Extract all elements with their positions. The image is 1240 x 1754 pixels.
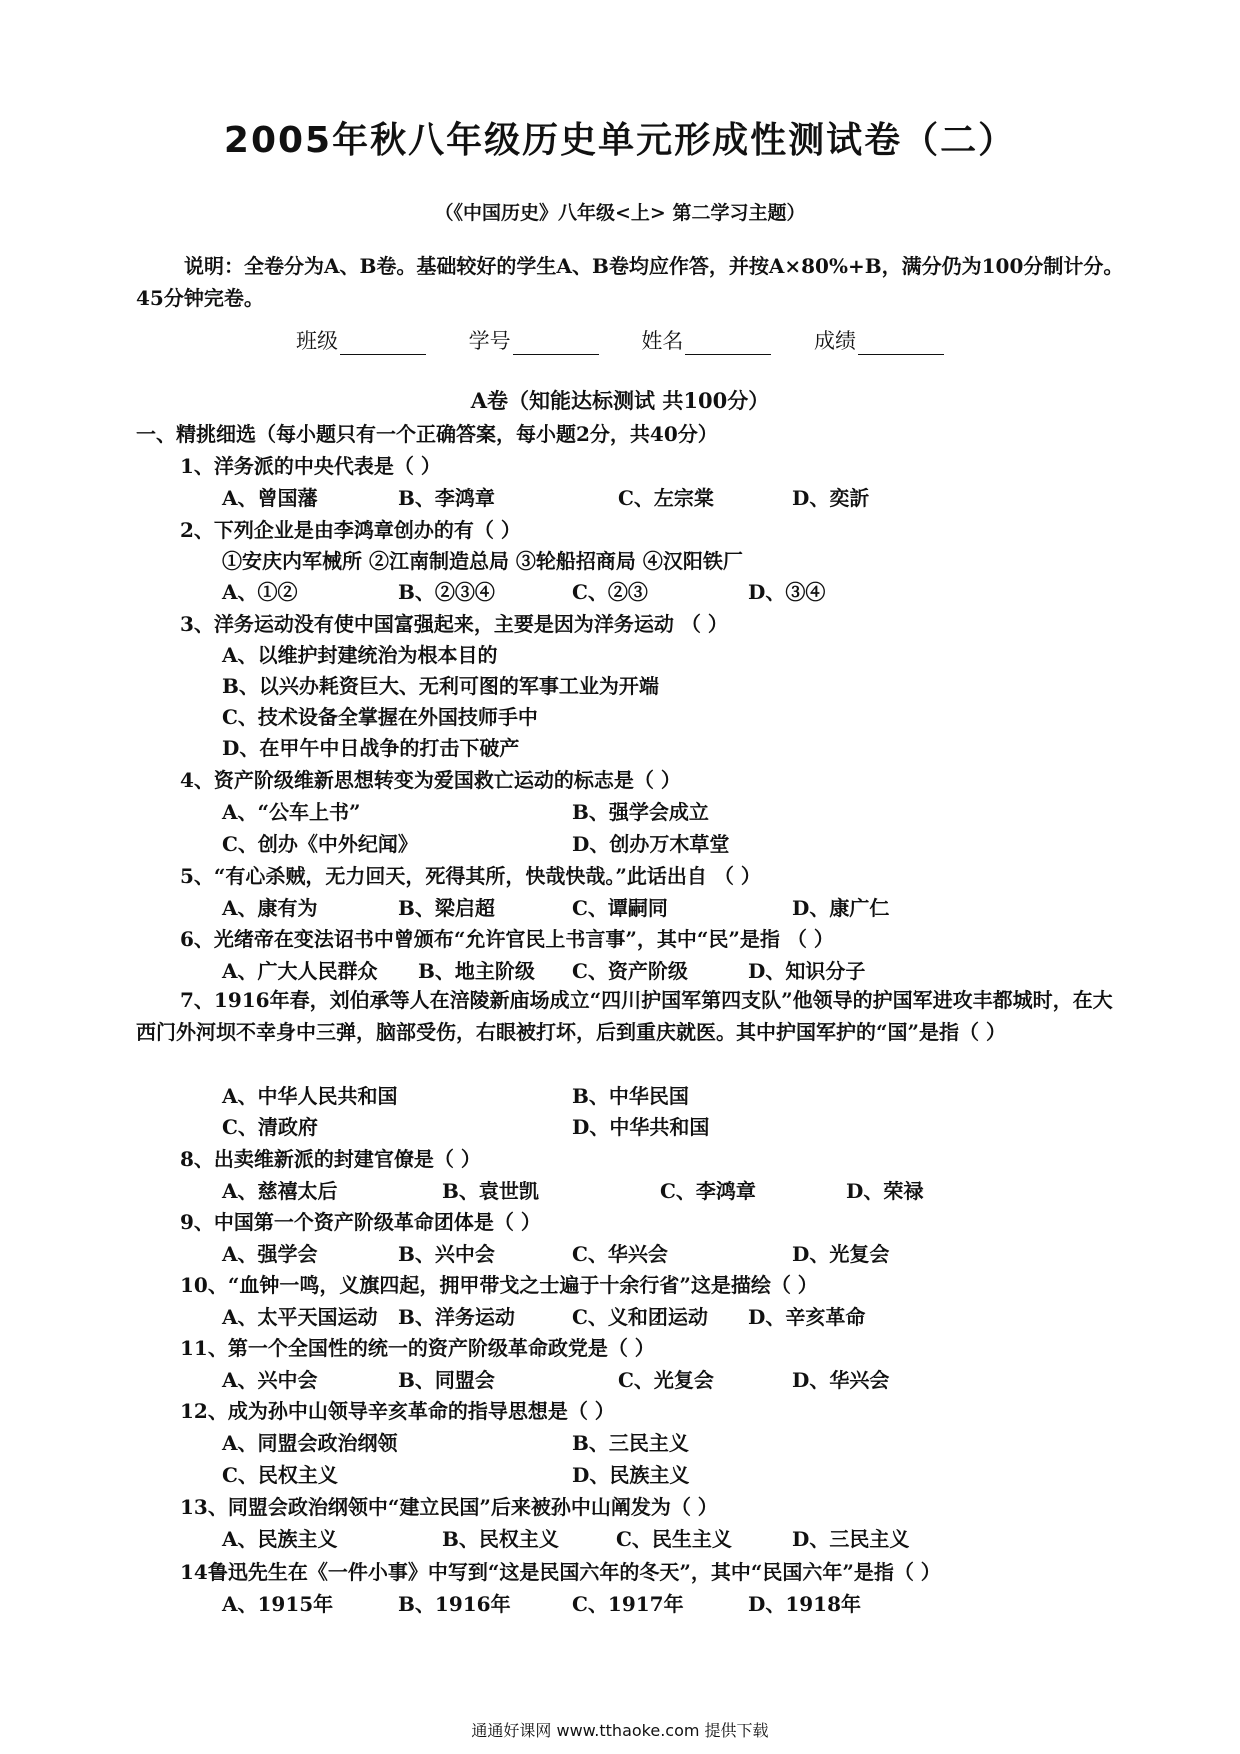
question-stem: 3、洋务运动没有使中国富强起来，主要是因为洋务运动 （ ） [180,612,728,636]
question-option: C、左宗棠 [618,486,714,510]
question-option: D、1918年 [748,1592,862,1616]
part-one-heading: 一、精挑细选（每小题只有一个正确答案，每小题2分，共40分） [136,422,718,446]
question-option: A、①② [222,580,298,604]
question-stem: 9、中国第一个资产阶级革命团体是（ ） [180,1210,541,1234]
question-option: B、三民主义 [572,1431,689,1455]
question-option: D、民族主义 [572,1463,690,1487]
question-option: C、华兴会 [572,1242,668,1266]
question-option: C、资产阶级 [572,959,688,983]
question-option: B、地主阶级 [418,959,535,983]
field-name [641,325,771,355]
blank-line [340,332,426,355]
question-option: C、②③ [572,580,648,604]
student-info-row [0,325,1240,355]
question-stem: 5、“有心杀贼，无力回天，死得其所，快哉快哉。”此话出自 （ ） [180,864,761,888]
question-option: A、中华人民共和国 [222,1084,398,1108]
question-option: D、知识分子 [748,959,866,983]
question-option: A、民族主义 [222,1527,338,1551]
question-option: D、三民主义 [792,1527,910,1551]
field-label: 姓名 [641,329,684,353]
question-option: C、1917年 [572,1592,684,1616]
question-option: C、义和团运动 [572,1305,708,1329]
question-option: D、奕訢 [792,486,870,510]
field-number [469,325,599,355]
question-option: B、李鸿章 [398,486,495,510]
question-option: A、康有为 [222,896,318,920]
field-label: 学号 [468,329,511,353]
question-option: B、梁启超 [398,896,495,920]
question-option: B、②③④ [398,580,495,604]
question-stem: 13、同盟会政治纲领中“建立民国”后来被孙中山阐发为（ ） [180,1495,718,1519]
instructions-note: 说明：全卷分为A、B卷。基础较好的学生A、B卷均应作答，并按A×80%+B，满分仍为100分制计分。45分钟完卷。 [136,254,1124,310]
question-option: C、清政府 [222,1115,318,1139]
question-option: C、光复会 [618,1368,714,1392]
question-option: C、民权主义 [222,1463,338,1487]
question-option: B、兴中会 [398,1242,495,1266]
question-option: A、广大人民群众 [222,959,378,983]
question-option: B、洋务运动 [398,1305,515,1329]
question-option: C、技术设备全掌握在外国技师手中 [222,705,538,729]
question-option: D、在甲午中日战争的打击下破产 [222,736,520,760]
question-option: C、创办《中外纪闻》 [222,832,418,856]
field-class [296,325,426,355]
question-stem: 2、下列企业是由李鸿章创办的有（ ） [180,518,521,542]
question-option: D、中华共和国 [572,1115,710,1139]
question-option: D、辛亥革命 [748,1305,866,1329]
question-option: D、③④ [748,580,826,604]
page-title: 2005年秋八年级历史单元形成性测试卷（二） [223,120,1017,161]
question-option: A、兴中会 [222,1368,318,1392]
question-option: D、康广仁 [792,896,890,920]
question-stem: 7、1916年春，刘伯承等人在涪陵新庙场成立“四川护国军第四支队”他领导的护国军进攻丰都城时，在大西门外河坝不幸身中三弹，脑部受伤，右眼被打坏，后到重庆就医。其中护国军护的“国”是指（ ） [136,988,1113,1044]
page-subtitle: （《中国历史》八年级<上> 第二学习主题） [434,202,806,224]
question-stem: 6、光绪帝在变法诏书中曾颁布“允许官民上书言事”，其中“民”是指 （ ） [180,927,834,951]
question-option: D、创办万木草堂 [572,832,730,856]
question-option: D、华兴会 [792,1368,890,1392]
question-stem: 8、出卖维新派的封建官僚是（ ） [180,1147,481,1171]
blank-line [513,332,599,355]
question-option: A、慈禧太后 [222,1179,338,1203]
question-option: B、袁世凯 [442,1179,539,1203]
blank-line [685,332,771,355]
question-option: A、“公车上书” [222,800,361,824]
question-option: A、曾国藩 [222,486,318,510]
question-extra: ①安庆内军械所 ②江南制造总局 ③轮船招商局 ④汉阳铁厂 [222,549,743,573]
question-stem: 12、成为孙中山领导辛亥革命的指导思想是（ ） [180,1399,615,1423]
question-option: A、同盟会政治纲领 [222,1431,398,1455]
question-stem: 1、洋务派的中央代表是（ ） [180,454,441,478]
field-label: 班级 [295,329,338,353]
question-option: B、强学会成立 [572,800,709,824]
section-a-heading: A卷（知能达标测试 共100分） [470,388,770,413]
question-option: B、1916年 [398,1592,511,1616]
field-score [814,325,944,355]
question-option: D、荣禄 [846,1179,924,1203]
question-stem: 10、“血钟一鸣，义旗四起，拥甲带戈之士遍于十余行省”这是描绘（ ） [180,1273,818,1297]
question-option: C、民生主义 [616,1527,732,1551]
question-option: B、中华民国 [572,1084,689,1108]
question-stem: 14鲁迅先生在《一件小事》中写到“这是民国六年的冬天”，其中“民国六年”是指（ ） [180,1560,941,1584]
question-option: A、强学会 [222,1242,318,1266]
field-label: 成绩 [814,329,857,353]
question-stem: 4、资产阶级维新思想转变为爱国救亡运动的标志是（ ） [180,768,681,792]
question-option: D、光复会 [792,1242,890,1266]
question-option: A、太平天国运动 [222,1305,378,1329]
question-option: B、同盟会 [398,1368,495,1392]
question-stem: 11、第一个全国性的统一的资产阶级革命政党是（ ） [180,1336,655,1360]
question-option: C、谭嗣同 [572,896,668,920]
blank-line [858,332,944,355]
page-footer: 通通好课网 www.tthaoke.com 提供下载 [471,1721,769,1740]
question-option: C、李鸿章 [660,1179,756,1203]
question-option: B、民权主义 [442,1527,559,1551]
question-option: B、以兴办耗资巨大、无利可图的军事工业为开端 [222,674,659,698]
question-option: A、以维护封建统治为根本目的 [222,643,498,667]
question-option: A、1915年 [222,1592,334,1616]
